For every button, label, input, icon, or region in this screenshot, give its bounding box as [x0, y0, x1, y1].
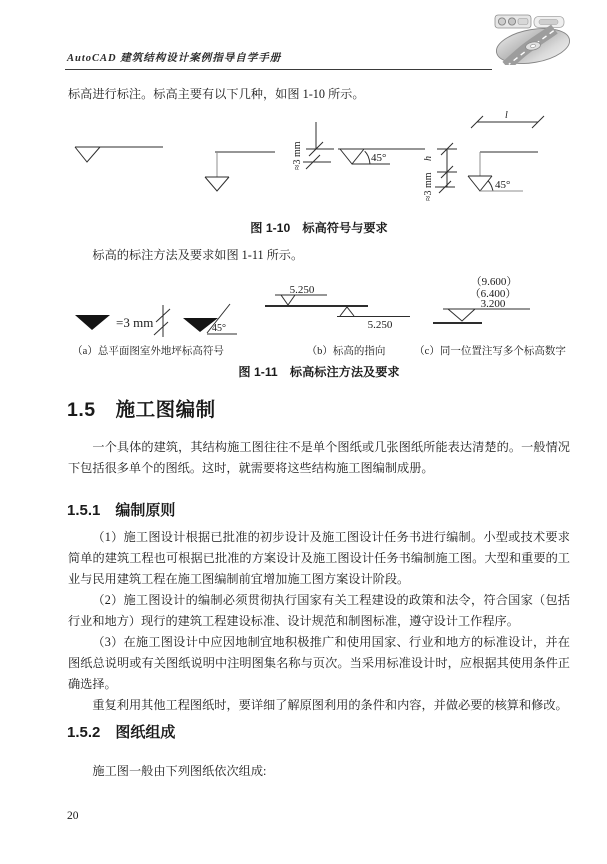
fig10-3mm-label-2: ≈3 mm [423, 172, 434, 201]
fig11-c-value-1: （9.600） [470, 276, 518, 288]
principle-paragraph-1: （1）施工图设计根据已批准的初步设计及施工图设计任务书进行编制。小型或技术要求简单的建筑工程也可根据已批准的方案设计及施工图设计任务书编制施工图。大型和重要的工业与民用建筑工程在施工图编制前宜增加施工图方案设计阶段。 [68, 530, 570, 586]
figure-1-11-caption: 图 1-11 标高标注方法及要求 [238, 365, 400, 379]
section-1-5-2-body: 施工图一般由下列图纸依次组成: [92, 764, 267, 778]
section-1-5-1-heading: 1.5.1 编制原则 [67, 502, 176, 519]
fig10-symbol-dimensioned [423, 110, 544, 201]
principle-paragraph-3: （3）在施工图设计中应因地制宜地积极推广和使用国家、行业和地方的标准设计，并在图纸总说明或有关图纸说明中注明图集名称与页次。当采用标准设计时，应根据其使用条件正确选择。 [68, 635, 570, 691]
cd-road-logo-icon [487, 13, 579, 65]
fig10-3mm-label: ≈3 mm [292, 141, 303, 170]
header-rule [65, 69, 492, 70]
page-number: 20 [67, 810, 79, 822]
logo-banner [495, 15, 564, 28]
fig11-subfigure-b [265, 284, 410, 357]
intro-paragraph: 标高进行标注。标高主要有以下几种，如图 1-10 所示。 [68, 87, 365, 101]
fig10-45deg-label: 45° [371, 152, 387, 164]
figure-1-11 [60, 268, 600, 363]
fig10-symbol-dropped [205, 152, 275, 191]
fig11-a-caption: （a）总平面图室外地坪标高符号 [72, 346, 224, 357]
fig11-c-caption: （c）同一位置注写多个标高数字 [414, 346, 566, 357]
section-1-5-1-body [68, 527, 570, 716]
filled-triangle-icon [75, 315, 110, 330]
fig11-intro-paragraph: 标高的标注方法及要求如图 1-11 所示。 [92, 248, 304, 262]
section-1-5-heading: 1.5 施工图编制 [67, 399, 216, 421]
fig11-c-value-3: 3.200 [480, 298, 506, 310]
principle-paragraph-4: 重复利用其他工程图纸时，要详细了解原图利用的条件和内容，并做必要的核算和修改。 [92, 698, 568, 712]
fig10-l-label: l [505, 110, 508, 121]
fig11-b-caption: （b）标高的指向 [306, 346, 386, 357]
section-1-5-body: 一个具体的建筑，其结构施工图往往不是单个图纸或几张图纸所能表达清楚的。一般情况下包括很多单个的图纸。这时，就需要将这些结构施工图编制成册。 [68, 440, 570, 475]
principle-paragraph-2: （2）施工图设计的编制必须贯彻执行国家有关工程建设的政策和法令，符合国家（包括行业和地方）现行的建筑工程建设标准、设计规范和制图标准，遵守设计工作程序。 [68, 593, 570, 628]
fig11-subfigure-c [414, 275, 566, 357]
fig11-a-45deg-label: 45° [212, 323, 226, 334]
logo-disc [494, 23, 573, 65]
fig11-a-3mm-label: =3 mm [116, 315, 154, 330]
figure-1-10-caption: 图 1-10 标高符号与要求 [250, 221, 388, 235]
fig10-symbol-basic [75, 147, 163, 162]
section-1-5-2-heading: 1.5.2 图纸组成 [67, 724, 176, 741]
fig11-b-top-value: 5.250 [289, 284, 315, 296]
fig11-c-value-2: （6.400） [469, 288, 517, 300]
fig11-subfigure-a [72, 304, 237, 357]
fig10-h-label: h [423, 156, 434, 161]
figure-1-10 [60, 104, 600, 216]
book-title: AutoCAD 建筑结构设计案例指导自学手册 [67, 53, 282, 64]
fig11-b-bottom-value: 5.250 [367, 319, 393, 331]
fig10-45deg-label-2: 45° [495, 179, 511, 191]
fig10-symbol-3mm [292, 122, 425, 170]
